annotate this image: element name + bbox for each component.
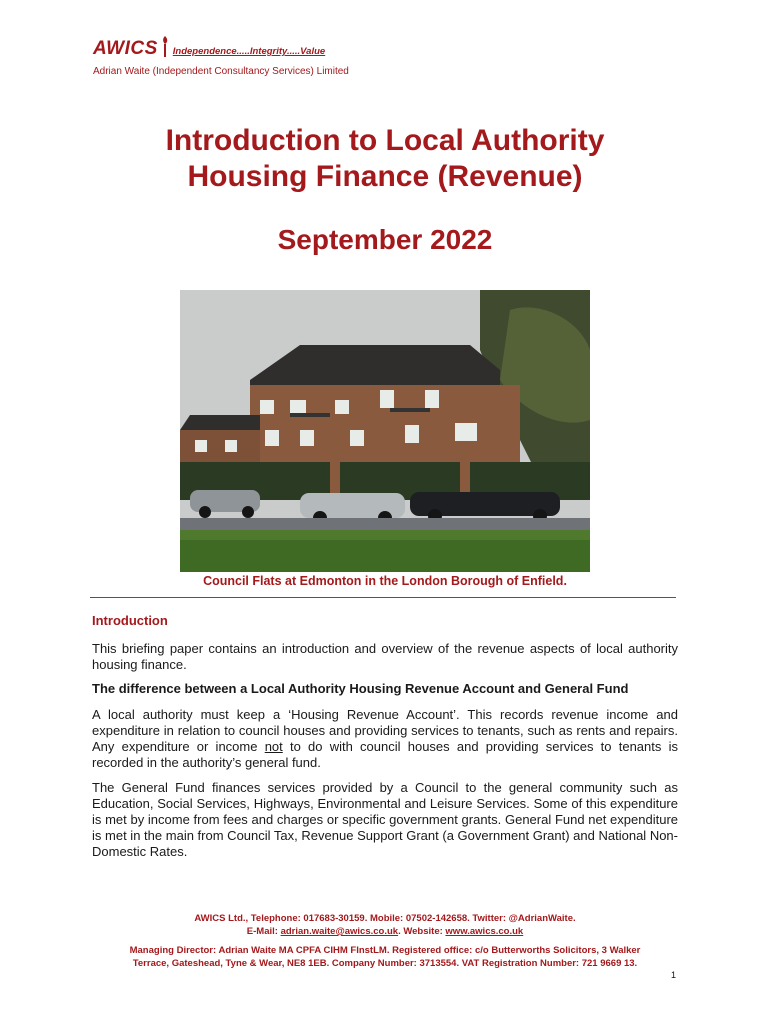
document-title: Introduction to Local Authority Housing Finance (Revenue) bbox=[165, 124, 605, 193]
intro-paragraph: This briefing paper contains an introduction and overview of the revenue aspects of local authority housing finance. bbox=[92, 641, 678, 672]
hra-paragraph: A local authority must keep a ‘Housing Revenue Account’. This records revenue income and expenditure in relation to council houses and providing services to tenants, such as rents and repairs. Any expenditure or income not to do with council houses and providing services to tenants is recorded in the authority’s general fund. bbox=[92, 707, 678, 770]
awics-logo bbox=[93, 34, 325, 60]
logo-text: AWICS bbox=[93, 38, 158, 59]
intro-heading: Introduction bbox=[92, 613, 168, 628]
council-flats-photo bbox=[180, 290, 590, 572]
footer-registered: Managing Director: Adrian Waite MA CPFA CIHM FInstLM. Registered office: c/o Butterworths Solicitors, 3 Walker Terrace, Gateshead, Tyne & Wear, NE8 1EB. Company Number: 3713554. VAT Registration Number: 721 9669 13. bbox=[129, 945, 641, 969]
website-link[interactable]: www.awics.co.uk bbox=[445, 926, 524, 937]
company-name: Adrian Waite (Independent Consultancy Services) Limited bbox=[93, 66, 349, 77]
general-fund-paragraph: The General Fund finances services provided by a Council to the general community such as Education, Social Services, Highways, Environmental and Leisure Services. Some of this expenditure is met by income from fees and charges or specific government grants. General Fund net expenditure is met in the main from Council Tax, Revenue Support Grant (a Government Grant) and National Non-Domestic Rates. bbox=[92, 780, 678, 859]
photo-caption: Council Flats at Edmonton in the London Borough of Enfield. bbox=[203, 574, 567, 588]
document-date: September 2022 bbox=[277, 224, 493, 255]
divider bbox=[90, 597, 676, 598]
email-link[interactable]: adrian.waite@awics.co.uk bbox=[280, 926, 399, 937]
torch-icon bbox=[159, 34, 171, 58]
tagline: Independence.....Integrity.....Value bbox=[172, 46, 326, 57]
page-number: 1 bbox=[671, 970, 677, 980]
difference-heading: The difference between a Local Authority Housing Revenue Account and General Fund bbox=[92, 681, 629, 696]
footer-contact: AWICS Ltd., Telephone: 017683-30159. Mobile: 07502-142658. Twitter: @AdrianWaite. E-Mail: adrian.waite@awics.co.uk. Website: www.awics.co.uk bbox=[194, 913, 576, 937]
